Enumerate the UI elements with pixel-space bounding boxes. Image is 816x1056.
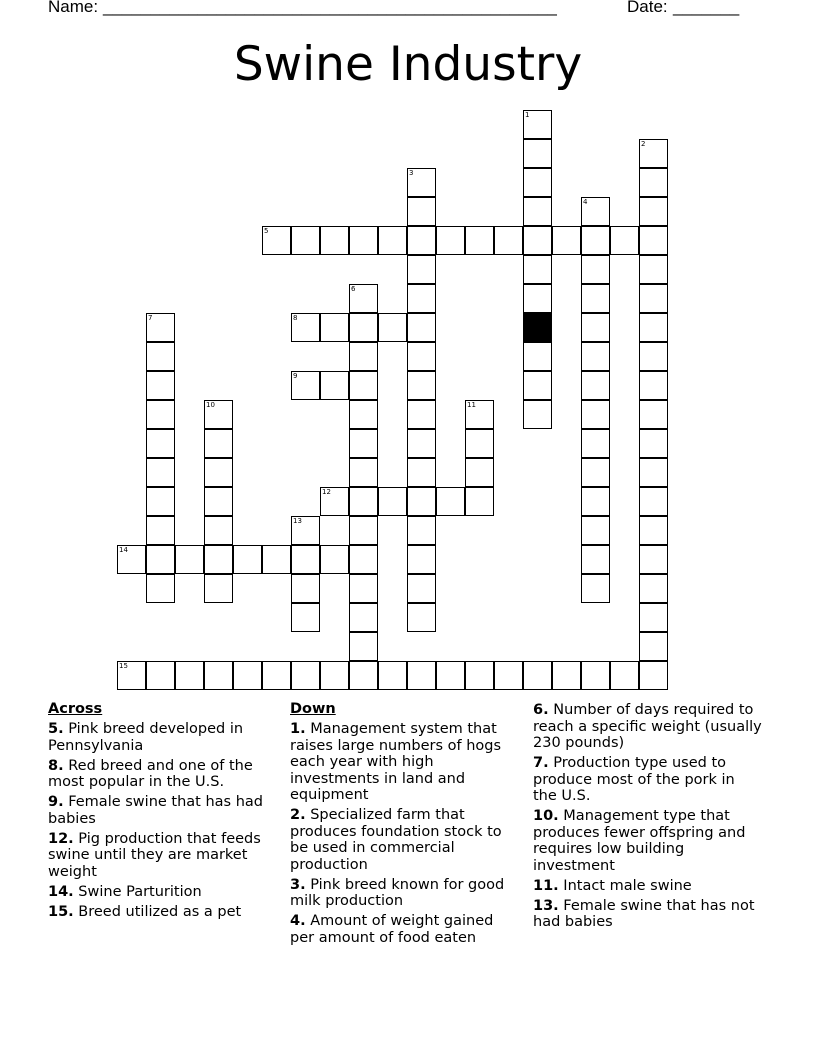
clue-item-text: Red breed and one of the most popular in the U.S.	[48, 757, 253, 790]
grid-cell[interactable]	[494, 226, 523, 255]
name-line[interactable]: ________________________________________________	[103, 0, 557, 16]
grid-cell[interactable]	[378, 226, 407, 255]
grid-cell[interactable]	[581, 487, 610, 516]
grid-cell[interactable]	[407, 197, 436, 226]
grid-cell[interactable]	[204, 661, 233, 690]
grid-cell[interactable]	[581, 516, 610, 545]
grid-cell[interactable]	[407, 574, 436, 603]
grid-cell[interactable]	[407, 255, 436, 284]
grid-cell[interactable]	[407, 545, 436, 574]
clue-item-number: 3.	[290, 876, 306, 893]
grid-cell[interactable]	[581, 226, 610, 255]
grid-cell[interactable]	[378, 487, 407, 516]
across-heading: Across	[48, 701, 103, 717]
grid-cell[interactable]	[146, 342, 175, 371]
clue-item-number: 6.	[533, 702, 549, 718]
grid-cell[interactable]	[639, 603, 668, 632]
grid-cell[interactable]	[407, 458, 436, 487]
grid-cell[interactable]	[523, 255, 552, 284]
grid-cell[interactable]	[552, 226, 581, 255]
clue-number: 9	[293, 372, 298, 380]
clue-item-text: Swine Parturition	[73, 883, 202, 900]
grid-cell[interactable]	[349, 313, 378, 342]
grid-cell[interactable]	[639, 197, 668, 226]
clue-item	[533, 808, 763, 874]
grid-cell[interactable]	[349, 458, 378, 487]
grid-cell[interactable]	[320, 545, 349, 574]
grid-cell[interactable]	[204, 487, 233, 516]
grid-cell[interactable]	[639, 284, 668, 313]
clue-number: 14	[119, 546, 128, 554]
grid-cell[interactable]	[349, 400, 378, 429]
grid-cell[interactable]	[436, 661, 465, 690]
grid-cell[interactable]	[233, 545, 262, 574]
grid-cell[interactable]	[349, 545, 378, 574]
grid-cell[interactable]	[523, 400, 552, 429]
grid-cell[interactable]	[349, 487, 378, 516]
clue-item-text: Pig production that feeds swine until they are market weight	[48, 830, 261, 880]
down-heading: Down	[290, 701, 336, 717]
clue-item	[48, 831, 278, 881]
grid-cell[interactable]	[349, 429, 378, 458]
clue-item-text: Female swine that has not had babies	[533, 897, 755, 930]
clue-number: 1	[525, 111, 530, 119]
grid-cell[interactable]	[146, 487, 175, 516]
clue-item	[533, 878, 763, 895]
grid-cell[interactable]	[407, 603, 436, 632]
grid-cell[interactable]	[407, 429, 436, 458]
clue-item-text: Amount of weight gained per amount of food eaten	[290, 913, 494, 946]
grid-cell[interactable]	[349, 632, 378, 661]
grid-cell[interactable]	[320, 661, 349, 690]
grid-cell[interactable]	[465, 661, 494, 690]
clue-number: 4	[583, 198, 588, 206]
grid-cell[interactable]	[291, 574, 320, 603]
grid-cell[interactable]	[291, 226, 320, 255]
clue-item-number: 9.	[48, 794, 64, 810]
name-label: Name:	[48, 0, 99, 16]
grid-cell[interactable]	[639, 168, 668, 197]
grid-cell[interactable]	[407, 516, 436, 545]
clue-item	[48, 721, 278, 754]
puzzle-title: Swine Industry	[233, 37, 583, 92]
grid-cell[interactable]	[407, 400, 436, 429]
grid-cell[interactable]	[581, 371, 610, 400]
grid-cell[interactable]	[175, 661, 204, 690]
black-square	[523, 313, 552, 342]
grid-cell[interactable]	[639, 661, 668, 690]
grid-cell[interactable]	[436, 487, 465, 516]
grid-cell[interactable]	[581, 255, 610, 284]
grid-cell[interactable]	[639, 429, 668, 458]
grid-cell[interactable]	[378, 661, 407, 690]
clue-item-text: Intact male swine	[558, 877, 692, 894]
date-line[interactable]: _______	[673, 0, 740, 16]
clue-number: 5	[264, 227, 269, 235]
grid-cell[interactable]	[639, 545, 668, 574]
grid-cell[interactable]	[349, 574, 378, 603]
grid-cell[interactable]	[639, 400, 668, 429]
grid-cell[interactable]	[204, 574, 233, 603]
grid-cell[interactable]	[610, 661, 639, 690]
clue-item-text: Specialized farm that produces foundation stock to be used in commercial production	[290, 807, 502, 873]
grid-cell[interactable]	[639, 458, 668, 487]
grid-cell[interactable]	[639, 313, 668, 342]
grid-cell[interactable]	[407, 226, 436, 255]
grid-cell[interactable]	[639, 342, 668, 371]
clue-item	[290, 807, 520, 873]
clue-item-number: 2.	[290, 807, 306, 823]
clue-item	[48, 904, 278, 921]
clue-item-number: 13.	[533, 897, 559, 914]
clue-item-text: Management type that produces fewer offspring and requires low building investment	[533, 808, 746, 874]
clue-item	[533, 702, 763, 752]
clue-number: 3	[409, 169, 414, 177]
clue-item-number: 5.	[48, 721, 64, 737]
grid-cell[interactable]	[291, 603, 320, 632]
grid-cell[interactable]	[523, 139, 552, 168]
clue-item	[48, 758, 278, 791]
grid-cell[interactable]	[233, 661, 262, 690]
clue-item-text: Breed utilized as a pet	[73, 903, 242, 920]
grid-cell[interactable]	[407, 313, 436, 342]
grid-cell[interactable]	[320, 226, 349, 255]
grid-cell[interactable]	[349, 516, 378, 545]
clue-number: 12	[322, 488, 331, 496]
grid-cell[interactable]	[378, 313, 407, 342]
grid-cell[interactable]	[639, 226, 668, 255]
down-clues-continued	[533, 702, 763, 934]
down-list	[290, 721, 520, 946]
grid-cell[interactable]	[465, 487, 494, 516]
grid-cell[interactable]	[146, 458, 175, 487]
clue-item	[48, 794, 278, 827]
grid-cell[interactable]	[262, 545, 291, 574]
grid-cell[interactable]	[523, 371, 552, 400]
grid-cell[interactable]	[146, 574, 175, 603]
grid-cell[interactable]	[639, 255, 668, 284]
clue-item-number: 4.	[290, 913, 306, 929]
grid-cell[interactable]	[436, 226, 465, 255]
clue-item-number: 10.	[533, 808, 559, 824]
grid-cell[interactable]	[407, 661, 436, 690]
grid-cell[interactable]	[146, 400, 175, 429]
clue-item	[533, 755, 763, 805]
grid-cell[interactable]	[349, 226, 378, 255]
date-label: Date:	[627, 0, 668, 16]
grid-cell[interactable]	[407, 284, 436, 313]
grid-cell[interactable]	[204, 545, 233, 574]
grid-cell[interactable]	[552, 661, 581, 690]
grid-cell[interactable]	[465, 458, 494, 487]
clue-item	[290, 877, 520, 910]
grid-cell[interactable]	[407, 487, 436, 516]
grid-cell[interactable]	[523, 342, 552, 371]
grid-cell[interactable]	[349, 603, 378, 632]
grid-cell[interactable]	[204, 458, 233, 487]
clue-item	[533, 898, 763, 931]
clue-number: 8	[293, 314, 298, 322]
grid-cell[interactable]	[523, 197, 552, 226]
grid-cell[interactable]	[581, 458, 610, 487]
clue-item-number: 14.	[48, 883, 74, 900]
clue-item-number: 12.	[48, 830, 74, 847]
grid-cell[interactable]	[523, 661, 552, 690]
grid-cell[interactable]	[407, 342, 436, 371]
clue-item-text: Female swine that has had babies	[48, 794, 263, 827]
clue-item-number: 11.	[533, 877, 559, 894]
grid-cell[interactable]	[639, 487, 668, 516]
grid-cell[interactable]	[581, 284, 610, 313]
grid-cell[interactable]	[146, 371, 175, 400]
clue-number: 6	[351, 285, 356, 293]
clue-item-number: 8.	[48, 757, 64, 774]
grid-cell[interactable]	[349, 661, 378, 690]
down-list-continued	[533, 702, 763, 931]
clue-item-text: Management system that raises large numbers of hogs each year with high investments in land and equipment	[290, 721, 502, 803]
grid-cell[interactable]	[610, 226, 639, 255]
clue-number: 11	[467, 401, 476, 409]
across-list	[48, 721, 278, 920]
clue-number: 2	[641, 140, 646, 148]
grid-cell[interactable]	[465, 226, 494, 255]
grid-cell[interactable]	[523, 226, 552, 255]
grid-cell[interactable]	[175, 545, 204, 574]
clue-item	[290, 721, 520, 804]
grid-cell[interactable]	[581, 545, 610, 574]
grid-cell[interactable]	[465, 429, 494, 458]
clue-item	[48, 884, 278, 901]
grid-cell[interactable]	[146, 545, 175, 574]
grid-cell[interactable]	[581, 400, 610, 429]
grid-cell[interactable]	[407, 371, 436, 400]
grid-cell[interactable]	[291, 661, 320, 690]
grid-cell[interactable]	[349, 342, 378, 371]
clue-item-text: Production type used to produce most of the pork in the U.S.	[533, 755, 735, 804]
clue-item-number: 7.	[533, 755, 549, 771]
grid-cell[interactable]	[581, 342, 610, 371]
clue-item-number: 15.	[48, 903, 74, 920]
grid-cell[interactable]	[581, 574, 610, 603]
grid-cell[interactable]	[581, 313, 610, 342]
clue-number: 7	[148, 314, 153, 322]
grid-cell[interactable]	[523, 168, 552, 197]
clue-number: 15	[119, 662, 128, 670]
grid-cell[interactable]	[639, 371, 668, 400]
clue-item-text: Pink breed developed in Pennsylvania	[48, 721, 244, 754]
grid-cell[interactable]	[146, 516, 175, 545]
grid-cell[interactable]	[523, 284, 552, 313]
grid-cell[interactable]	[639, 516, 668, 545]
across-clues	[48, 700, 278, 924]
grid-cell[interactable]	[204, 429, 233, 458]
clue-item-number: 1.	[290, 721, 306, 737]
clue-number: 13	[293, 517, 302, 525]
grid-cell[interactable]	[262, 661, 291, 690]
grid-cell[interactable]	[146, 661, 175, 690]
grid-cell[interactable]	[581, 429, 610, 458]
grid-cell[interactable]	[581, 661, 610, 690]
grid-cell[interactable]	[291, 545, 320, 574]
grid-cell[interactable]	[639, 574, 668, 603]
grid-cell[interactable]	[320, 371, 349, 400]
clue-item-text: Pink breed known for good milk production	[290, 876, 505, 909]
down-clues	[290, 700, 520, 950]
grid-cell[interactable]	[320, 313, 349, 342]
grid-cell[interactable]	[146, 429, 175, 458]
clue-number: 10	[206, 401, 215, 409]
clue-item-text: Number of days required to reach a specific weight (usually 230 pounds)	[533, 702, 762, 751]
grid-cell[interactable]	[494, 661, 523, 690]
grid-cell[interactable]	[639, 632, 668, 661]
grid-cell[interactable]	[349, 371, 378, 400]
clue-item	[290, 913, 520, 946]
grid-cell[interactable]	[204, 516, 233, 545]
